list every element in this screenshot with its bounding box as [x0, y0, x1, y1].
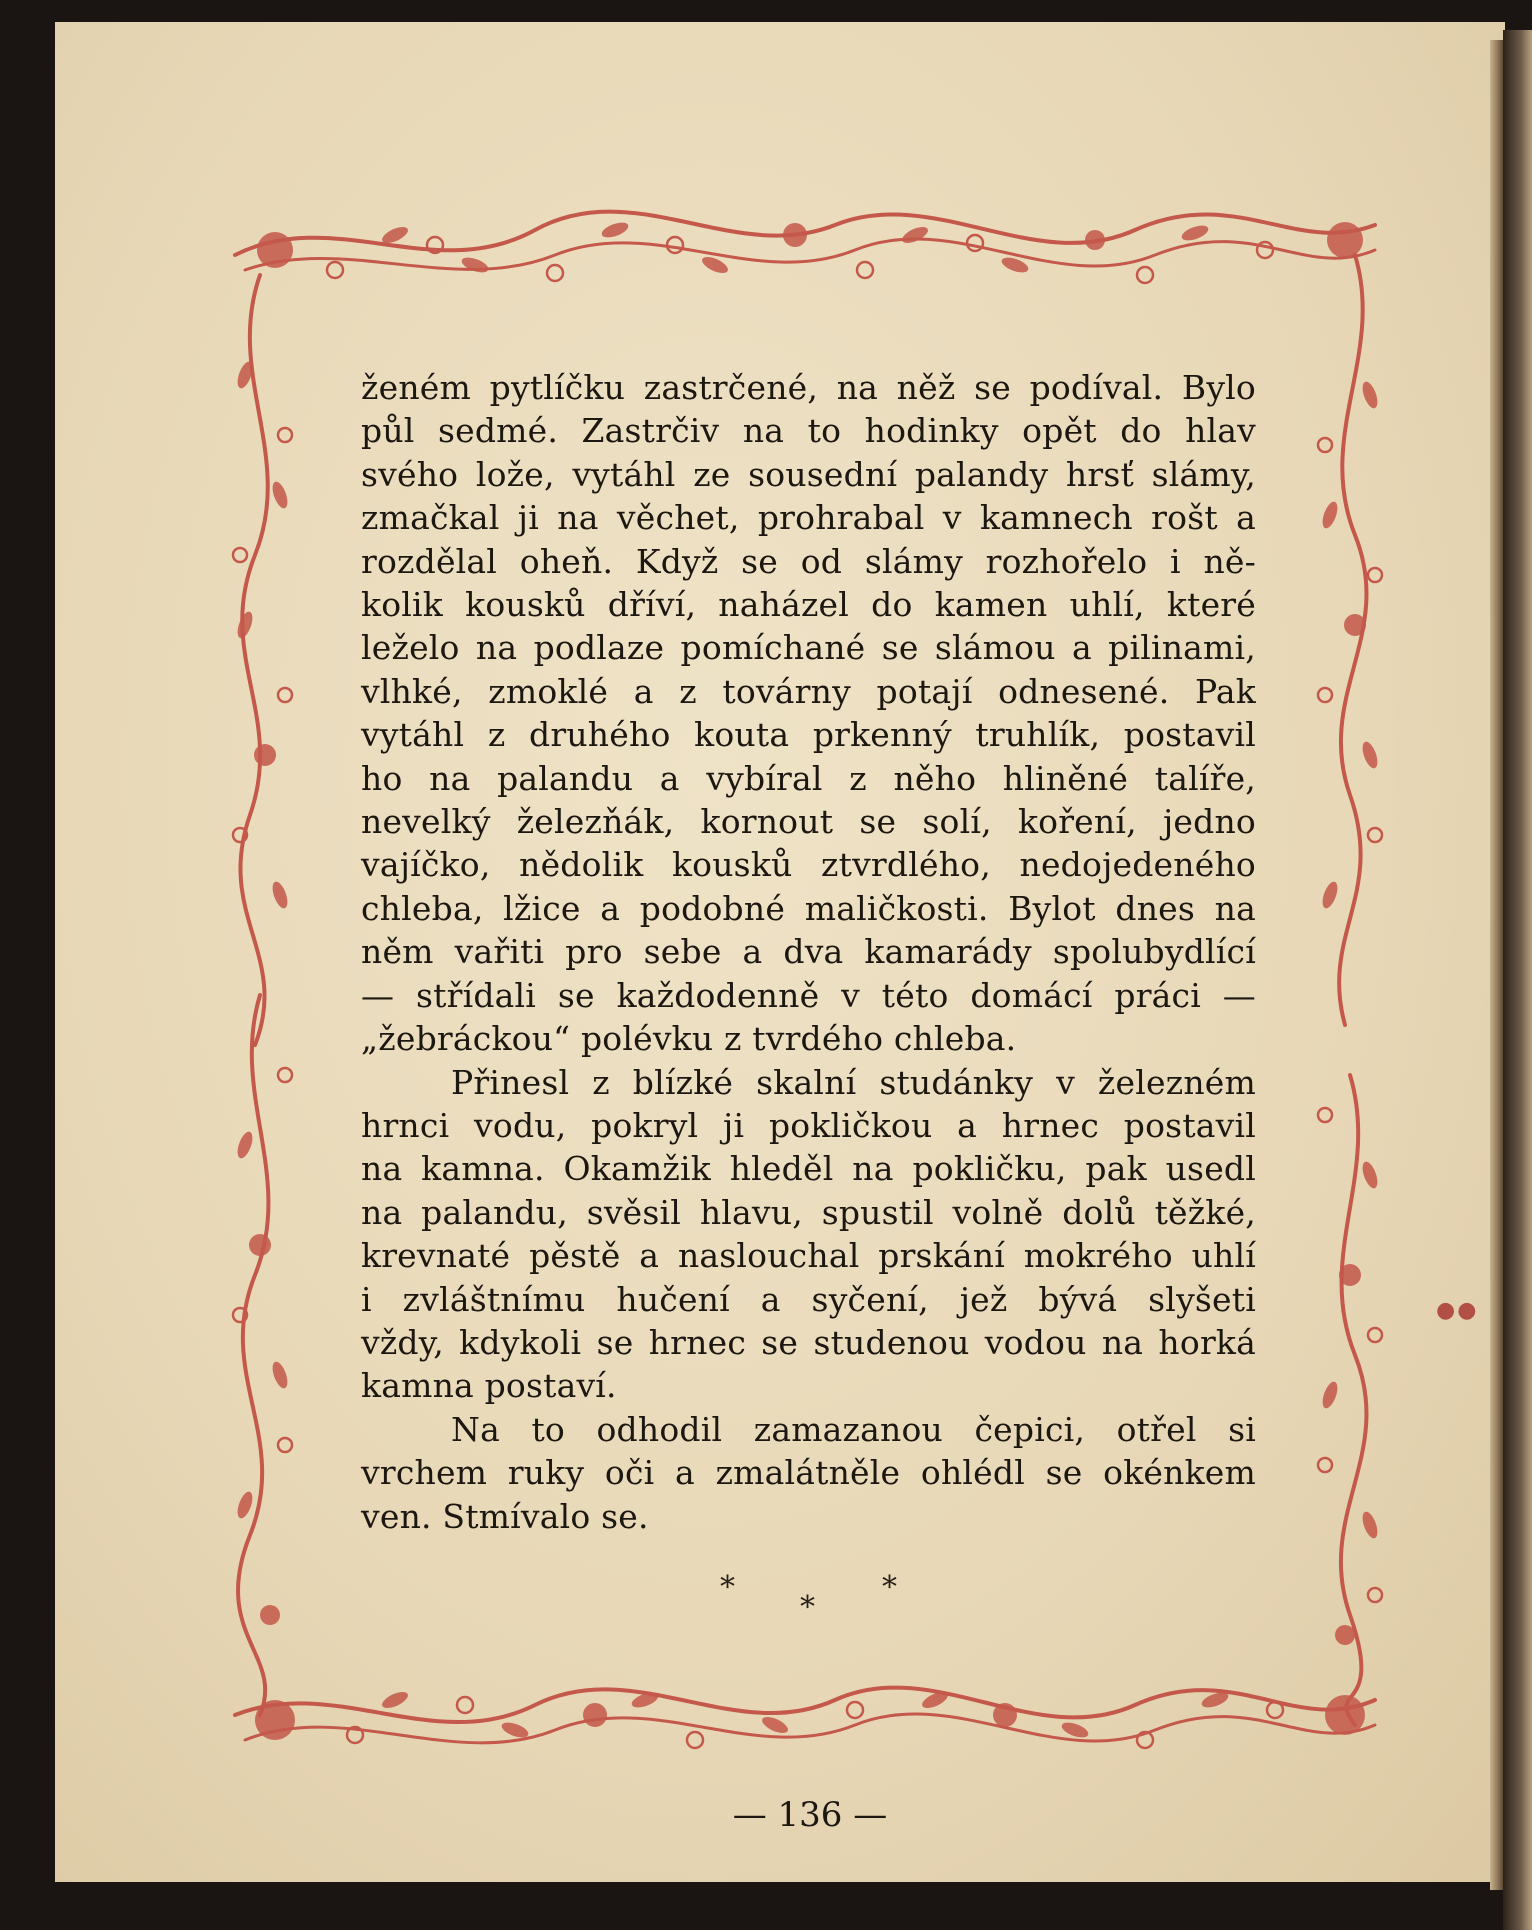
text-line: krevnaté pěstě a naslouchal prskání mokrého uhlí	[361, 1236, 1256, 1276]
text-line: zmačkal ji na věchet, prohrabal v kamnech rošt a	[361, 498, 1256, 538]
paragraph-1	[361, 366, 1256, 1061]
paragraph-3	[361, 1408, 1256, 1538]
text-line: na kamna. Okamžik hleděl na pokličku, pak usedl	[361, 1149, 1256, 1189]
text-line: vytáhl z druhého kouta prkenný truhlík, postavil	[361, 715, 1256, 755]
text-line: vajíčko, nědolik kousků ztvrdlého, nedojedeného	[361, 845, 1256, 885]
text-line: na palandu, svěsil hlavu, spustil volně dolů těžké,	[361, 1192, 1256, 1232]
paragraph-2	[361, 1061, 1256, 1408]
section-break	[700, 1570, 900, 1630]
asterisk: *	[720, 1570, 735, 1605]
text-line: svého lože, vytáhl ze sousední palandy hrsť slámy,	[361, 454, 1256, 494]
asterisk: *	[882, 1570, 897, 1605]
page-number: — 136 —	[732, 1795, 888, 1835]
text-line: vrchem ruky oči a zmalátněle ohlédl se okénkem	[361, 1453, 1256, 1493]
text-line: vlhké, zmoklé a z továrny potají odnesené. Pak	[361, 671, 1256, 711]
text-line: chleba, lžice a podobné maličkosti. Bylot dnes na	[361, 888, 1256, 928]
text-line: — střídali se každodenně v této domácí práci —	[361, 975, 1256, 1015]
text-line: „žebráckou“ polévku z tvrdého chleba.	[361, 1019, 1017, 1059]
text-line: kamna postaví.	[361, 1366, 617, 1406]
text-line: rozdělal oheň. Když se od slámy rozhořelo i ně-	[361, 541, 1256, 581]
text-line: leželo na podlaze pomíchané se slámou a pilinami,	[361, 628, 1256, 668]
text-line: i zvláštnímu hučení a syčení, jež bývá slyšeti	[361, 1279, 1256, 1319]
text-line: nevelký železňák, kornout se solí, koření, jedno	[361, 802, 1256, 842]
text-line: ženém pytlíčku zastrčené, na něž se podíval. Bylo	[361, 368, 1256, 407]
edge-ornament-dots: ●●	[1436, 1298, 1479, 1323]
text-line: vždy, kdykoli se hrnec se studenou vodou na horká	[361, 1322, 1256, 1362]
asterisk: *	[800, 1590, 815, 1625]
text-line: Na to odhodil zamazanou čepici, otřel si	[451, 1409, 1256, 1449]
text-line: ho na palandu a vybíral z něho hliněné talíře,	[361, 758, 1256, 798]
body-text	[361, 366, 1256, 1538]
spine-shadow	[1503, 30, 1532, 1930]
text-line: půl sedmé. Zastrčiv na to hodinky opět do hlav	[361, 411, 1256, 451]
text-line: kolik kousků dříví, naházel do kamen uhlí, které	[361, 585, 1256, 625]
text-line: něm vařiti pro sebe a dva kamarády spolubydlící	[361, 932, 1256, 972]
text-line: ven. Stmívalo se.	[361, 1496, 649, 1536]
text-line: Přinesl z blízké skalní studánky v železném	[451, 1062, 1256, 1102]
text-line: hrnci vodu, pokryl ji pokličkou a hrnec postavil	[361, 1105, 1256, 1145]
